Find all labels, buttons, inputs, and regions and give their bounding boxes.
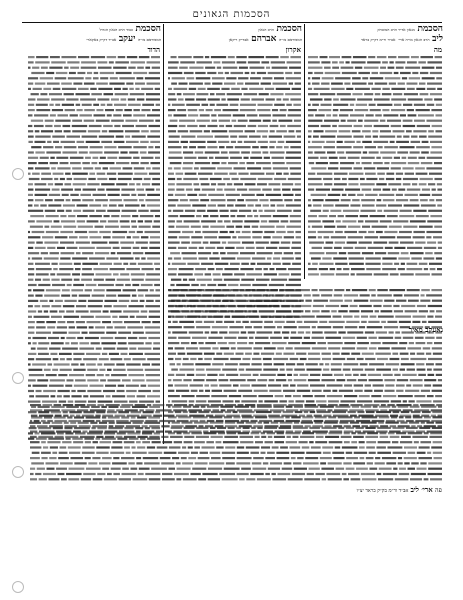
middle-column-text: אקרון [168,47,301,322]
top-rule [22,22,442,23]
right-column-heading: הסכמת מגאון אדיר הרב המובהק [377,24,443,34]
print-texture [28,47,160,442]
middle-column-rabbi: המפורסם מו״ה אברהם אבד״ק ריקאן [228,34,302,44]
binder-hole [12,168,24,180]
binder-hole [12,372,24,384]
right-column-rabbi: ליב הרב הגאון מו״ה ארי׳ אב״ד ור״מ דק״ק בראד [360,34,443,44]
print-texture [30,395,442,485]
left-column-text: הדוד [28,47,160,442]
left-column-rabbi: המפורסם מו״ה יעקב אב״ד דק״ק באקארי [86,34,161,44]
print-texture [308,47,442,277]
left-column-heading: הסכמת כבוד הרב הגאון הגדול [99,24,161,34]
middle-column-heading: הסכמת הרב הגאון [258,24,302,34]
bottom-text-block [30,395,442,485]
lower-rabbi-name: נאעקב מאיר [408,325,443,334]
right-column-text: מה [308,47,442,277]
page-title: הסכמות הגאונים [192,9,271,20]
column-divider [304,24,305,279]
column-divider [163,24,164,444]
binder-hole [12,581,24,593]
bottom-signature: פה ארי׳ ליב אב״ד ור״מ בק״ק בראד יצ״ו [356,485,442,494]
binder-hole [12,466,24,478]
